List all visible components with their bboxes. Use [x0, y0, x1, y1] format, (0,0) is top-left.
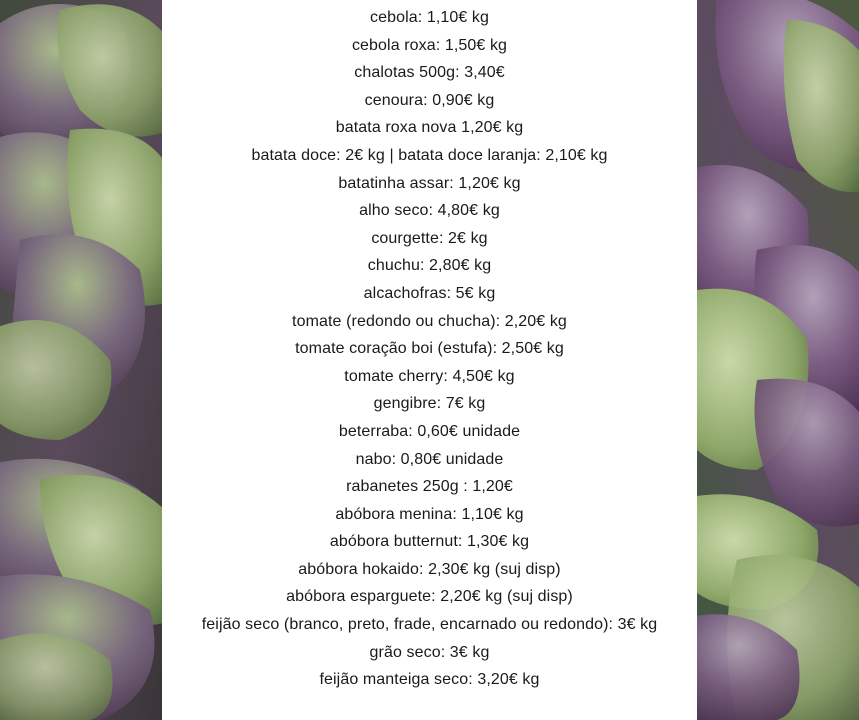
- price-item-abobora-butternut: abóbora butternut: 1,30€ kg: [329, 533, 530, 551]
- price-item-cebola: cebola: 1,10€ kg: [369, 9, 490, 26]
- price-item-grao-seco: grão seco: 3€ kg: [369, 643, 490, 661]
- price-item-tomate-coracao-boi: tomate coração boi (estufa): 2,50€ kg: [295, 340, 564, 358]
- price-item-courgette: courgette: 2€ kg: [371, 229, 488, 247]
- artichoke-image-right: [697, 0, 859, 720]
- price-item-batatinha-assar: batatinha assar: 1,20€ kg: [338, 174, 521, 192]
- price-item-nabo: nabo: 0,80€ unidade: [355, 450, 504, 468]
- price-item-rabanetes: rabanetes 250g : 1,20€: [346, 478, 513, 496]
- price-item-batata-roxa-nova: batata roxa nova 1,20€ kg: [335, 119, 524, 137]
- price-item-alho-seco: alho seco: 4,80€ kg: [359, 202, 500, 220]
- price-list-panel: [162, 0, 697, 720]
- price-item-cebola-roxa: cebola roxa: 1,50€ kg: [351, 36, 508, 54]
- price-item-tomate-cherry: tomate cherry: 4,50€ kg: [344, 367, 515, 385]
- price-item-abobora-menina: abóbora menina: 1,10€ kg: [335, 505, 524, 523]
- price-item-feijao-manteiga-seco: feijão manteiga seco: 3,20€ kg: [319, 671, 540, 689]
- price-item-cenoura: cenoura: 0,90€ kg: [364, 91, 495, 109]
- price-item-abobora-hokaido: abóbora hokaido: 2,30€ kg (suj disp): [298, 560, 561, 578]
- price-item-batata-doce: batata doce: 2€ kg | batata doce laranja: 2,10€ kg: [251, 146, 608, 164]
- price-item-chalotas: chalotas 500g: 3,40€: [354, 64, 505, 82]
- price-item-beterraba: beterraba: 0,60€ unidade: [338, 422, 521, 440]
- artichoke-photo-left: [0, 0, 162, 720]
- price-item-chuchu: chuchu: 2,80€ kg: [367, 257, 492, 275]
- artichoke-image-left: [0, 0, 162, 720]
- artichoke-photo-right: [697, 0, 859, 720]
- price-item-feijao-seco: feijão seco (branco, preto, frade, encarnado ou redondo): 3€ kg: [201, 616, 658, 634]
- price-item-abobora-esparguete: abóbora esparguete: 2,20€ kg (suj disp): [286, 588, 573, 606]
- price-item-alcachofras: alcachofras: 5€ kg: [363, 284, 496, 302]
- price-item-gengibre: gengibre: 7€ kg: [373, 395, 486, 413]
- price-item-tomate: tomate (redondo ou chucha): 2,20€ kg: [292, 312, 567, 330]
- price-list: [162, 0, 697, 694]
